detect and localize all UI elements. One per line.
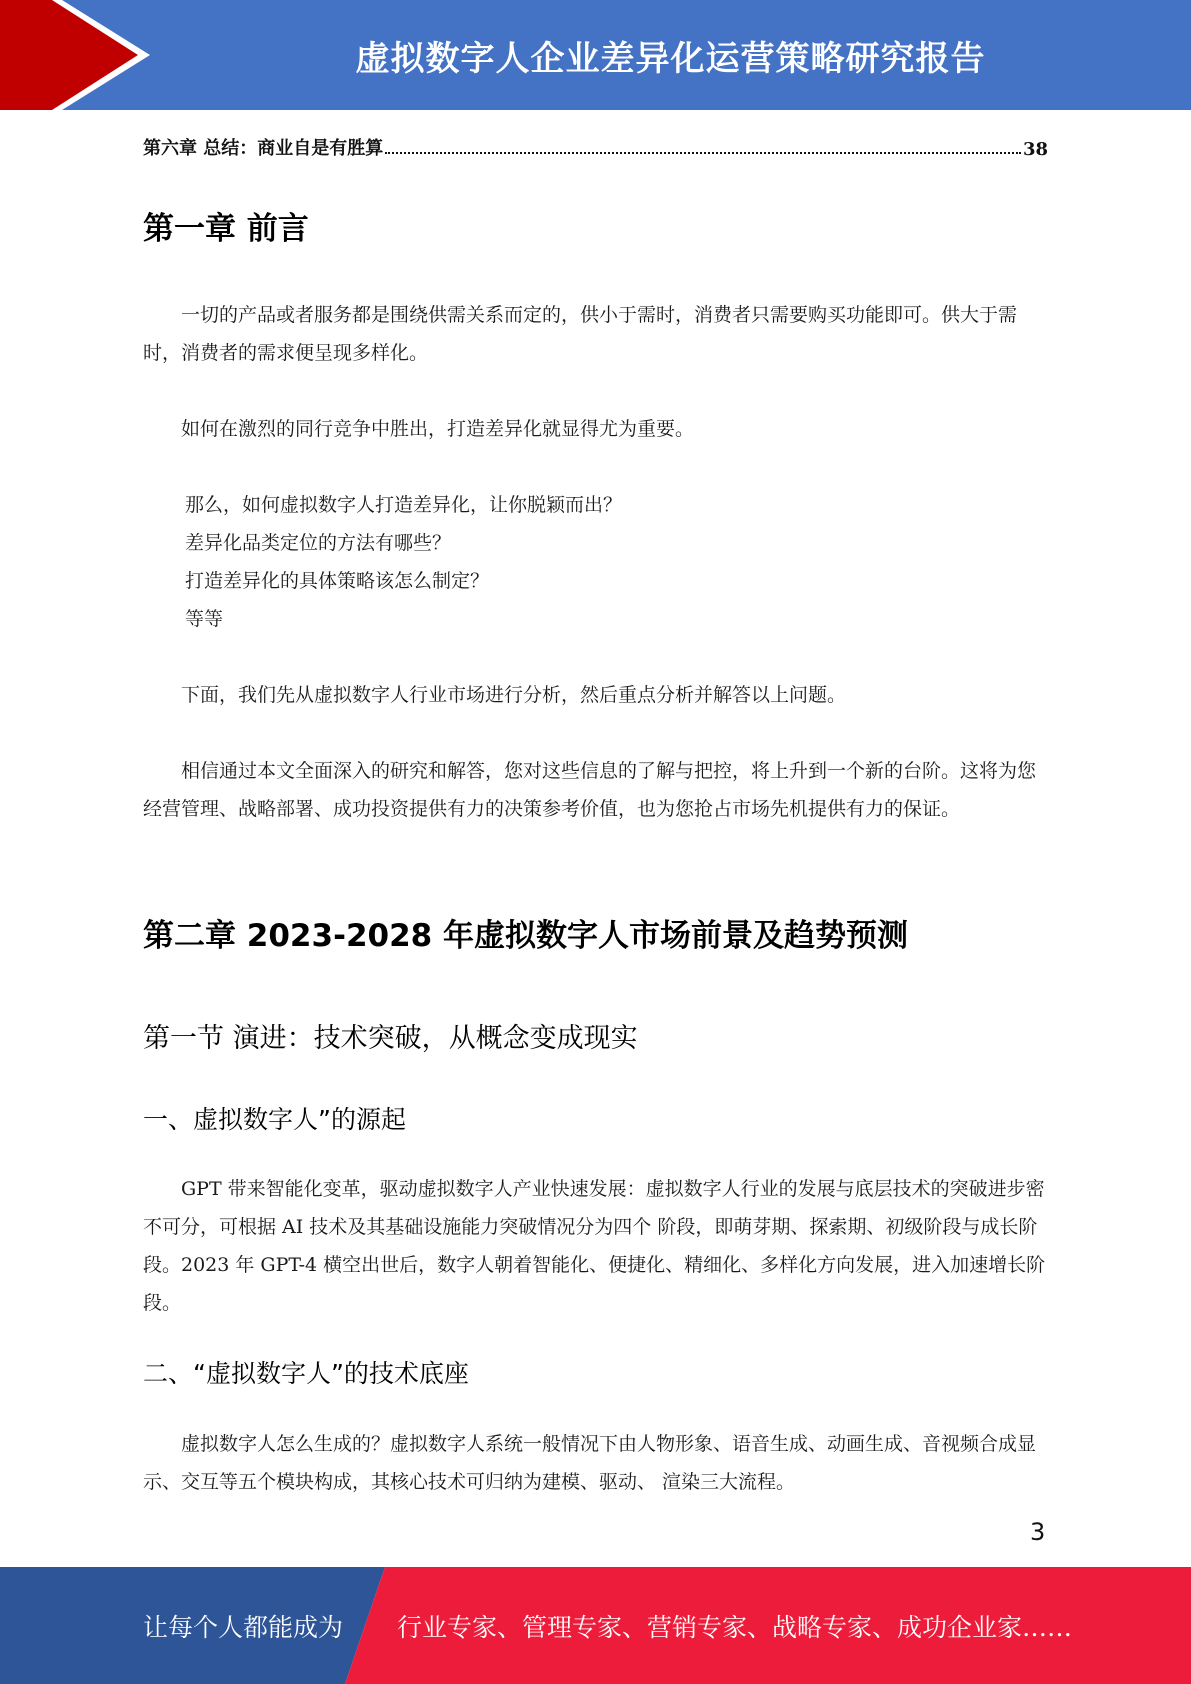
header-chevron-decoration bbox=[0, 0, 160, 110]
toc-entry[interactable] bbox=[143, 130, 1048, 160]
chapter1-paragraph-4: 相信通过本文全面深入的研究和解答，您对这些信息的了解与把控，将上升到一个新的台阶。这将为您经营管理、战略部署、成功投资提供有力的决策参考价值，也为您抢占市场先机提供有力的保证。 bbox=[143, 760, 1037, 820]
chapter1-question-4: 等等 bbox=[185, 608, 224, 630]
chapter1-paragraph-2: 如何在激烈的同行竞争中胜出，打造差异化就显得尤为重要。 bbox=[181, 418, 695, 440]
chapter1-paragraph-1: 一切的产品或者服务都是围绕供需关系而定的，供小于需时，消费者只需要购买功能即可。供大于需时，消费者的需求便呈现多样化。 bbox=[143, 304, 1018, 364]
subsection1-heading: 一、虚拟数字人”的源起 bbox=[143, 1105, 406, 1134]
section1-heading: 第一节 演进：技术突破，从概念变成现实 bbox=[143, 1023, 638, 1054]
chapter1-question-1: 那么，如何虚拟数字人打造差异化，让你脱颖而出？ bbox=[185, 494, 623, 516]
footer-slogan-left: 让每个人都能成为 bbox=[143, 1612, 344, 1642]
chapter1-question-2: 差异化品类定位的方法有哪些？ bbox=[185, 532, 452, 554]
toc-dot-leader bbox=[385, 152, 1021, 154]
chapter1-heading: 第一章 前言 bbox=[143, 211, 309, 247]
subsection2-paragraph: 虚拟数字人怎么生成的？虚拟数字人系统一般情况下由人物形象、语音生成、动画生成、音视频合成显示、交互等五个模块构成，其核心技术可归纳为建模、驱动、 渲染三大流程。 bbox=[143, 1433, 1037, 1493]
toc-entry-page: 38 bbox=[1022, 139, 1048, 160]
subsection1-paragraph: GPT 带来智能化变革，驱动虚拟数字人产业快速发展：虚拟数字人行业的发展与底层技术的突破进步密不可分，可根据 AI 技术及其基础设施能力突破情况分为四个 阶段，即萌芽期、探索期、初级阶段与成长阶段。2023 年 GPT-4 横空出世后，数字人朝着智能化、便捷化、精细化、多样化方向发展，进入加速增长阶段。 bbox=[143, 1178, 1046, 1314]
footer-slogan-right: 行业专家、管理专家、营销专家、战略专家、成功企业家…… bbox=[397, 1612, 1073, 1642]
page-footer bbox=[0, 1567, 1191, 1684]
chapter1-question-3: 打造差异化的具体策略该怎么制定？ bbox=[185, 570, 490, 592]
chapter1-paragraph-3: 下面，我们先从虚拟数字人行业市场进行分析，然后重点分析并解答以上问题。 bbox=[181, 684, 847, 706]
page-header bbox=[0, 0, 1191, 110]
report-title: 虚拟数字人企业差异化运营策略研究报告 bbox=[355, 38, 986, 79]
page-number: 3 bbox=[1030, 1518, 1046, 1546]
chapter2-heading: 第二章 2023-2028 年虚拟数字人市场前景及趋势预测 bbox=[143, 918, 909, 954]
subsection2-heading: 二、“虚拟数字人”的技术底座 bbox=[143, 1359, 469, 1388]
toc-entry-label: 第六章 总结：商业自是有胜算 bbox=[143, 138, 384, 159]
